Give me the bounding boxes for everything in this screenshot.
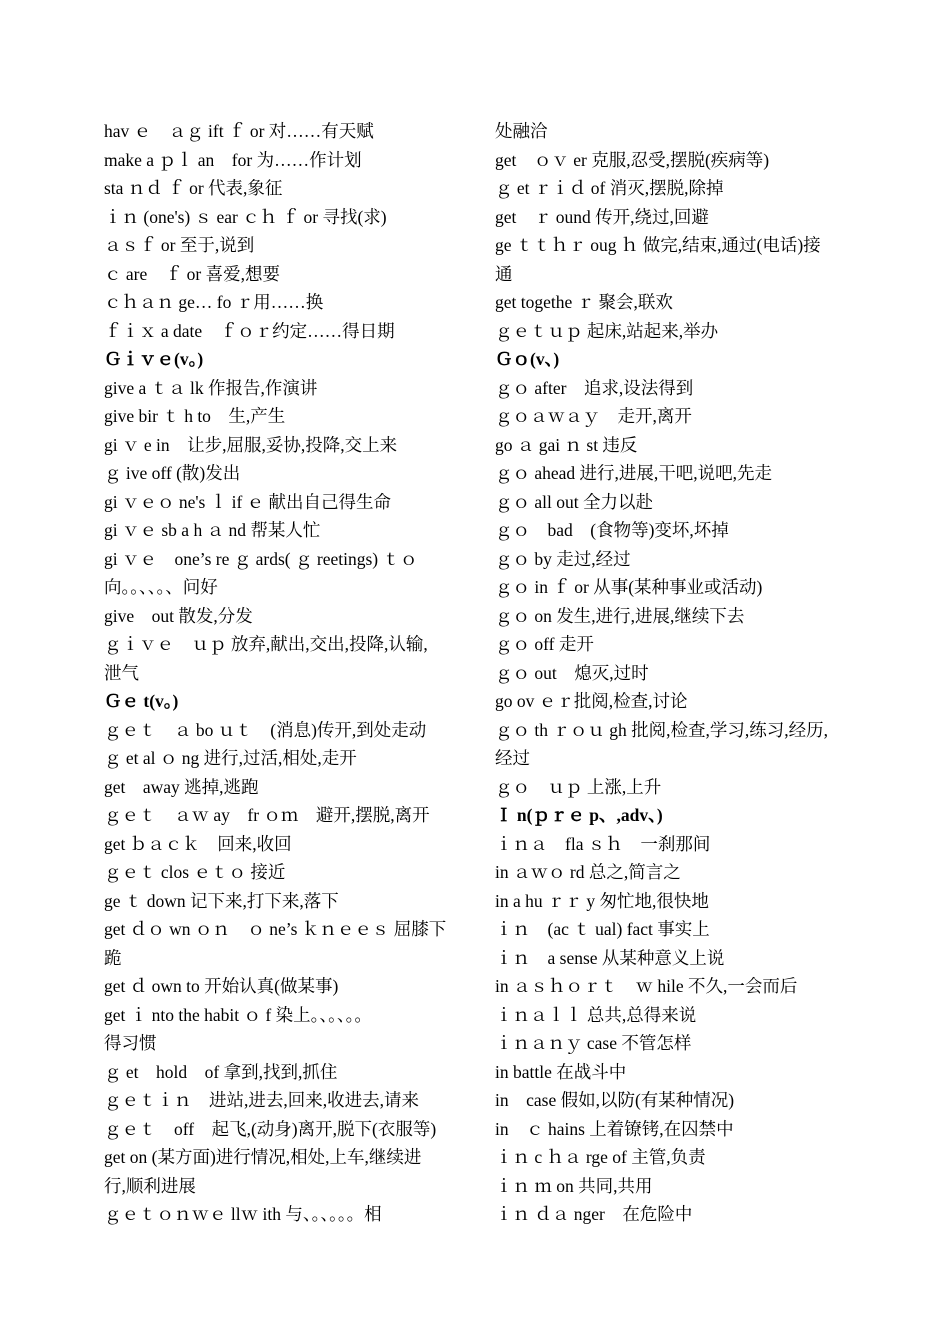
phrase-line: ｉｎ ｄａ nger 在危险中 bbox=[495, 1204, 693, 1224]
phrase-line: 跪 bbox=[104, 947, 122, 968]
phrase-line: ｃ are ｆ or 喜爱,想要 bbox=[104, 263, 280, 284]
phrase-line: ｇｉｖｅ ｕｐ 放弃,献出,交出,投降,认输, bbox=[104, 634, 428, 654]
phrase-line: ｃｈａｎ ge… fo ｒ用……换 bbox=[104, 292, 324, 312]
phrase-line: go ａ gai ｎ st 违反 bbox=[495, 434, 638, 455]
phrase-line: ｇｅｔ off 起飞,(动身)离开,脱下(衣服等) bbox=[104, 1118, 437, 1139]
phrase-line: sta ｎｄ ｆ or 代表,象征 bbox=[104, 178, 283, 198]
phrase-line: ge ｔ down 记下来,打下来,落下 bbox=[104, 890, 339, 911]
right-column bbox=[495, 117, 860, 1229]
phrase-line: in ａｗｏ rd 总之,简言之 bbox=[495, 862, 681, 882]
phrase-line: ｉｎ c ｈａ rge of 主管,负责 bbox=[495, 1147, 706, 1167]
phrase-line: ｇｅｔ ａ bo ｕｔ (消息)传开,到处走动 bbox=[104, 719, 427, 740]
phrase-line: give a ｔａ lk 作报告,作演讲 bbox=[104, 377, 318, 398]
phrase-line: ｇｏａｗａｙ 走开,离开 bbox=[495, 406, 692, 426]
phrase-line: ｉｎａｌｌ 总共,总得来说 bbox=[495, 1004, 697, 1025]
phrase-line: 经过 bbox=[495, 748, 530, 768]
phrase-line: ｇｏ by 走过,经过 bbox=[495, 548, 631, 569]
phrase-line: give out 散发,分发 bbox=[104, 605, 253, 626]
phrase-line: ｉｎ (ac ｔ ual) fact 事实上 bbox=[495, 919, 710, 939]
phrase-line: gi ｖｅ one’s re ｇ ards( ｇ reetings) ｔｏ bbox=[104, 548, 418, 569]
phrase-line: ｉｎ a sense 从某种意义上说 bbox=[495, 947, 725, 968]
phrase-line: in ａｓｈｏｒｔ ｗ hile 不久,一会而后 bbox=[495, 976, 798, 996]
phrase-line: 得习惯 bbox=[104, 1033, 157, 1053]
phrase-line: get ｒ ound 传开,绕过,回避 bbox=[495, 206, 709, 227]
phrase-line: in battle 在战斗中 bbox=[495, 1061, 627, 1082]
phrase-line: get ｄ own to 开始认真(做某事) bbox=[104, 976, 339, 996]
phrase-line: ｇｏ after 追求,设法得到 bbox=[495, 377, 694, 398]
phrase-line: give bir ｔ h to 生,产生 bbox=[104, 406, 286, 426]
phrase-line: ｇｏ out 熄灭,过时 bbox=[495, 662, 649, 683]
phrase-line: in case 假如,以防(有某种情况) bbox=[495, 1090, 735, 1110]
phrase-line: ｇ et ｒｉｄ of 消灭,摆脱,除掉 bbox=[495, 178, 724, 198]
phrase-line: get away 逃掉,逃跑 bbox=[104, 776, 259, 797]
phrase-line: ge ｔｔｈｒ oug ｈ 做完,结束,通过(电话)接 bbox=[495, 235, 821, 255]
section-heading: Ｇｏ(v、) bbox=[495, 349, 560, 369]
phrase-line: ｇｅｔｏｎｗｅ llｗ ith 与、。、。。。相 bbox=[104, 1204, 382, 1224]
phrase-line: go ov ｅｒ批阅,检查,讨论 bbox=[495, 691, 688, 711]
phrase-line: make a ｐｌ an for 为……作计划 bbox=[104, 149, 362, 170]
phrase-line: ｇｏ th ｒｏｕ gh 批阅,检查,学习,练习,经历, bbox=[495, 719, 828, 740]
section-heading: Ｇｉｖｅ(v。) bbox=[104, 349, 204, 369]
phrase-line: ｇｏ all out 全力以赴 bbox=[495, 491, 653, 512]
phrase-line: hav ｅ ａｇ ift ｆ or 对……有天赋 bbox=[104, 121, 374, 141]
phrase-line: 泄气 bbox=[104, 662, 139, 683]
section-heading: Ｇｅ t(v。) bbox=[104, 691, 179, 711]
phrase-line: gi ｖｅ sb a h ａ nd 帮某人忙 bbox=[104, 520, 321, 540]
left-column bbox=[104, 117, 464, 1229]
phrase-line: 行,顺利进展 bbox=[104, 1175, 196, 1196]
phrase-line: ｇｅｔｉｎ 进站,进去,回来,收进去,请来 bbox=[104, 1090, 419, 1110]
phrase-line: get ｂａｃｋ 回来,收回 bbox=[104, 833, 292, 854]
phrase-line: ａｓｆ or 至于,说到 bbox=[104, 235, 255, 255]
phrase-line: get on (某方面)进行情况,相处,上车,继续进 bbox=[104, 1147, 422, 1167]
phrase-line: ｉｎａｎｙ case 不管怎样 bbox=[495, 1033, 692, 1053]
phrase-line: ｉｎａ fla ｓｈ 一刹那间 bbox=[495, 833, 711, 854]
phrase-line: ｉｎ (one's) ｓ ear ｃｈ ｆ or 寻找(求) bbox=[104, 206, 387, 227]
phrase-line: ｇｅｔｕｐ 起床,站起来,举办 bbox=[495, 320, 719, 341]
phrase-line: ｆｉｘ a date ｆｏｒ约定……得日期 bbox=[104, 320, 395, 341]
phrase-line: 向。。、、。、问好 bbox=[104, 577, 218, 597]
phrase-line: ｇ et al ｏ ng 进行,过活,相处,走开 bbox=[104, 748, 357, 768]
phrase-line: ｇｏ bad (食物等)变坏,坏掉 bbox=[495, 520, 729, 540]
phrase-line: ｇｏ off 走开 bbox=[495, 634, 594, 654]
phrase-line: in ｃ hains 上着镣铐,在囚禁中 bbox=[495, 1118, 734, 1139]
phrase-line: ｇｅｔ ａｗ ay fr ｏｍ 避开,摆脱,离开 bbox=[104, 805, 430, 825]
phrase-line: ｇｏ in ｆ or 从事(某种事业或活动) bbox=[495, 577, 763, 597]
phrase-line: gi ｖｅｏ ne's ｌ if ｅ 献出自己得生命 bbox=[104, 491, 392, 512]
phrase-line: ｇ ive off (散)发出 bbox=[104, 463, 241, 483]
phrase-line: 通 bbox=[495, 263, 513, 284]
phrase-line: ｇｅｔ clos ｅｔｏ 接近 bbox=[104, 862, 286, 882]
phrase-line: 处融洽 bbox=[495, 121, 548, 141]
phrase-line: get ｏｖ er 克服,忍受,摆脱(疾病等) bbox=[495, 149, 770, 170]
phrase-line: get togethe ｒ 聚会,联欢 bbox=[495, 292, 673, 312]
phrase-line: ｉｎ ｍ on 共同,共用 bbox=[495, 1175, 653, 1196]
phrase-line: gi ｖ e in 让步,屈服,妥协,投降,交上来 bbox=[104, 434, 398, 455]
phrase-line: in a hu ｒｒ y 匆忙地,很快地 bbox=[495, 890, 709, 911]
phrase-line: get ｄｏ wn ｏｎ ｏ ne’s ｋｎｅｅｓ 屈膝下 bbox=[104, 919, 447, 939]
phrase-line: get ｉ nto the habit ｏ f 染上。、。、。。 bbox=[104, 1004, 372, 1025]
phrase-line: ｇｏ on 发生,进行,进展,继续下去 bbox=[495, 605, 745, 626]
phrase-line: ｇｏ ｕｐ 上涨,上升 bbox=[495, 776, 662, 797]
section-heading: Ｉ n(ｐｒｅ p、,adv、) bbox=[495, 805, 663, 825]
phrase-line: ｇｏ ahead 进行,进展,干吧,说吧,先走 bbox=[495, 463, 773, 483]
phrase-line: ｇ et hold of 拿到,找到,抓住 bbox=[104, 1061, 338, 1082]
